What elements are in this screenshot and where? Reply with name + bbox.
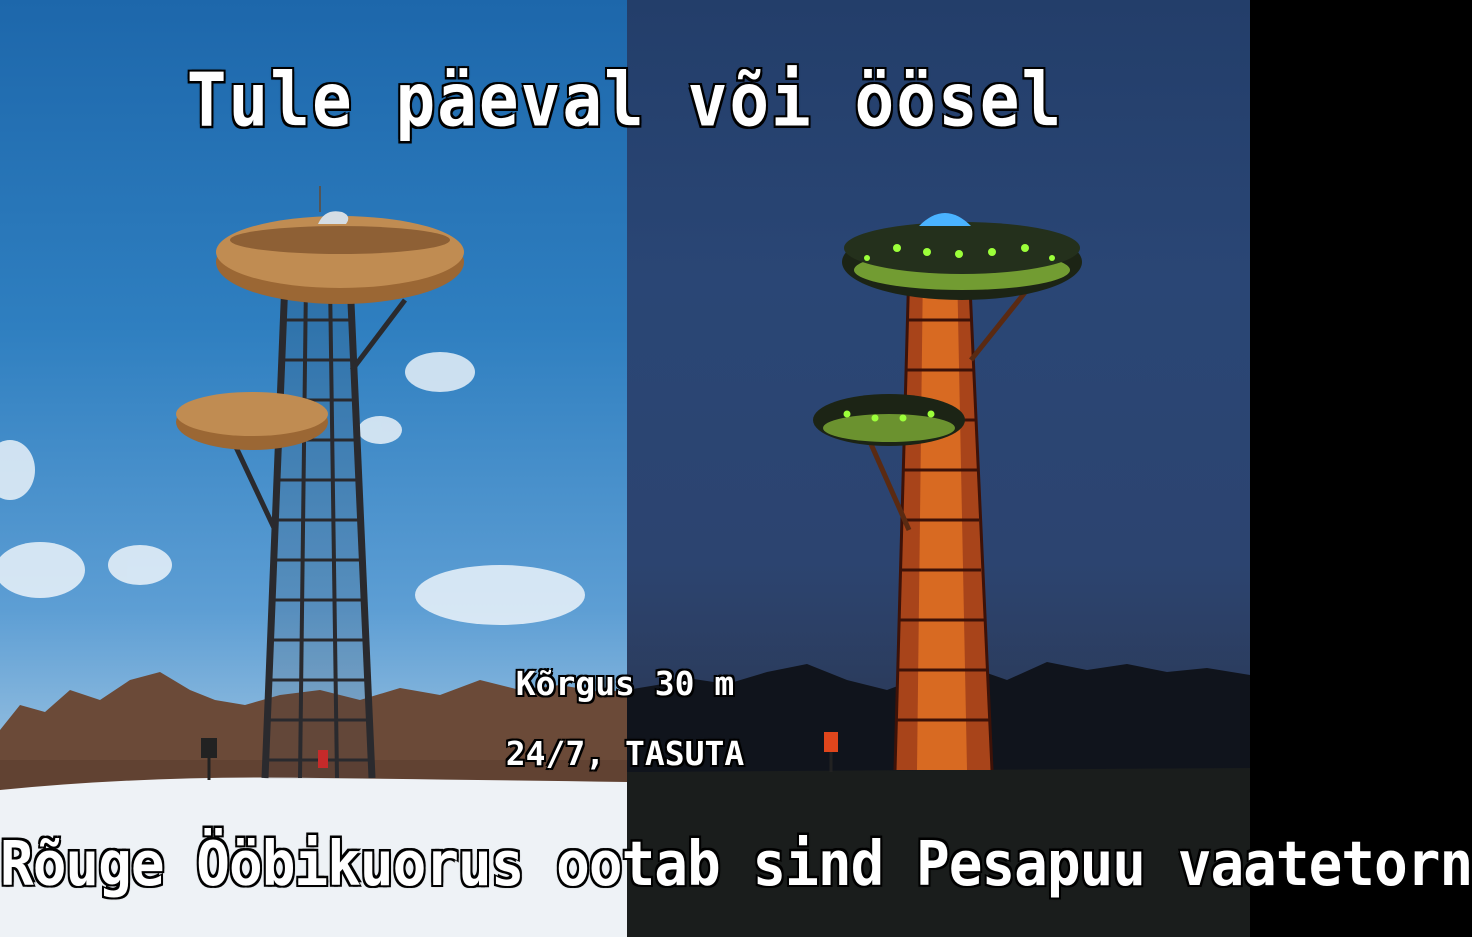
opening-hours-text: 24/7, TASUTA: [505, 734, 745, 773]
bottom-caption: Rõuge Ööbikuorus ootab sind Pesapuu vaatetorn: [0, 828, 1472, 901]
tower-height-text: Kõrgus 30 m: [515, 664, 735, 703]
headline: Tule päeval või öösel: [186, 57, 1064, 144]
day-lower-nest: [176, 392, 328, 450]
day-top-nest: [216, 186, 464, 304]
night-top-nest: [842, 213, 1082, 300]
night-lower-nest: [813, 394, 965, 446]
